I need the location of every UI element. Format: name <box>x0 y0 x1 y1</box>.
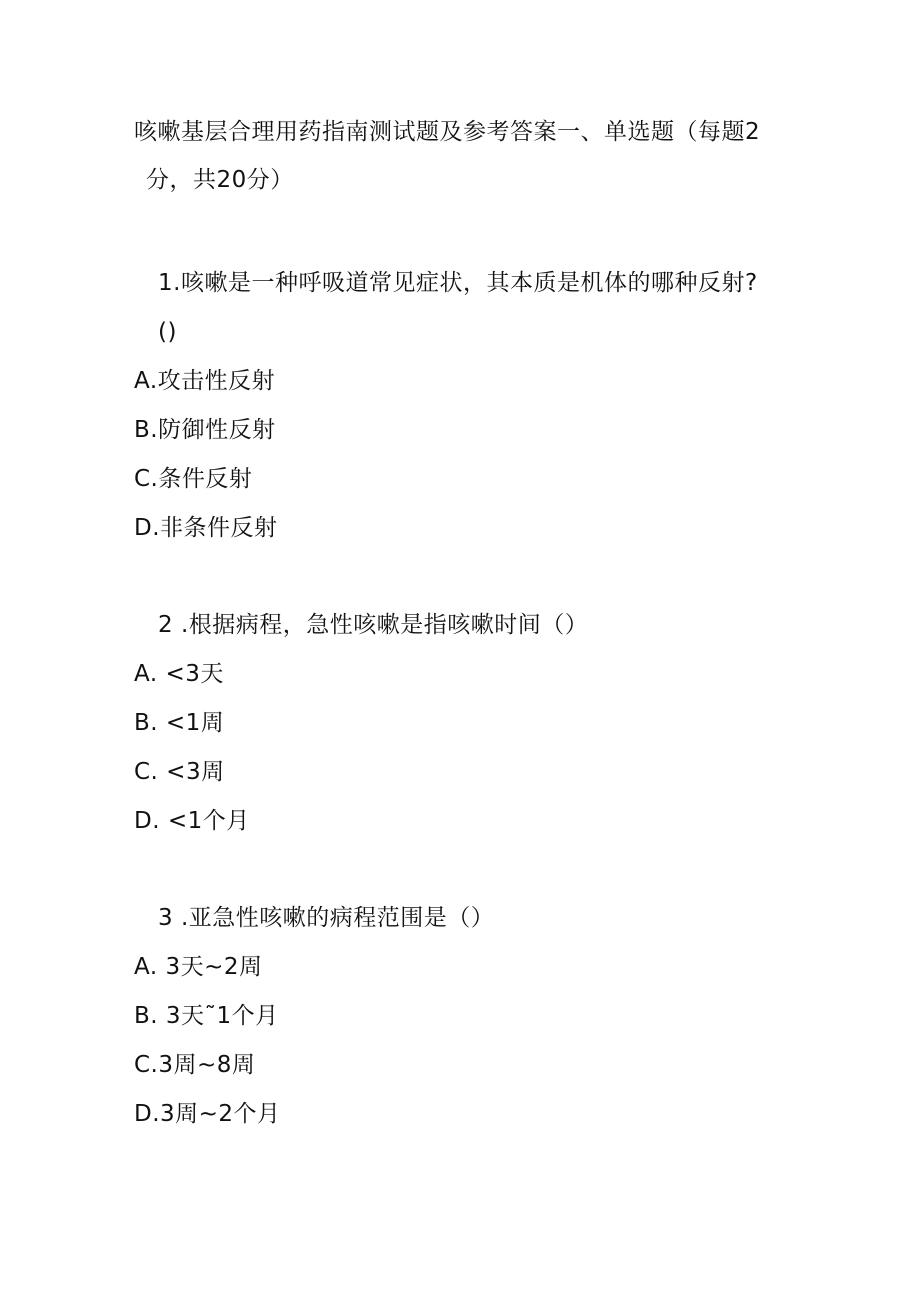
question-3-option-b: B. 3天˜1个月 <box>134 1003 279 1029</box>
question-2-stem: 2 .根据病程，急性咳嗽是指咳嗽时间（） <box>158 612 589 638</box>
question-3-stem: 3 .亚急性咳嗽的病程范围是（） <box>158 905 495 931</box>
question-1-option-d: D.非条件反射 <box>134 515 278 541</box>
question-2-option-a: A. <3天 <box>134 661 224 687</box>
question-3-option-c: C.3周~8周 <box>134 1052 256 1078</box>
question-1-stem: 1.咳嗽是一种呼吸道常见症状，其本质是机体的哪种反射? <box>158 270 758 296</box>
question-1-option-a: A.攻击性反射 <box>134 368 276 394</box>
question-3-option-d: D.3周~2个月 <box>134 1101 281 1127</box>
question-1-option-b: B.防御性反射 <box>134 417 276 443</box>
page-title-line-1: 咳嗽基层合理用药指南测试题及参考答案一、单选题（每题2 <box>134 119 761 145</box>
question-1-stem-blank: () <box>158 319 177 345</box>
page-title-line-2: 分，共20分） <box>146 167 294 193</box>
question-1-option-c: C.条件反射 <box>134 466 253 492</box>
question-2-option-b: B. <1周 <box>134 710 225 736</box>
question-2-option-d: D. <1个月 <box>134 808 250 834</box>
question-2-option-c: C. <3周 <box>134 759 225 785</box>
question-3-option-a: A. 3天~2周 <box>134 954 263 980</box>
